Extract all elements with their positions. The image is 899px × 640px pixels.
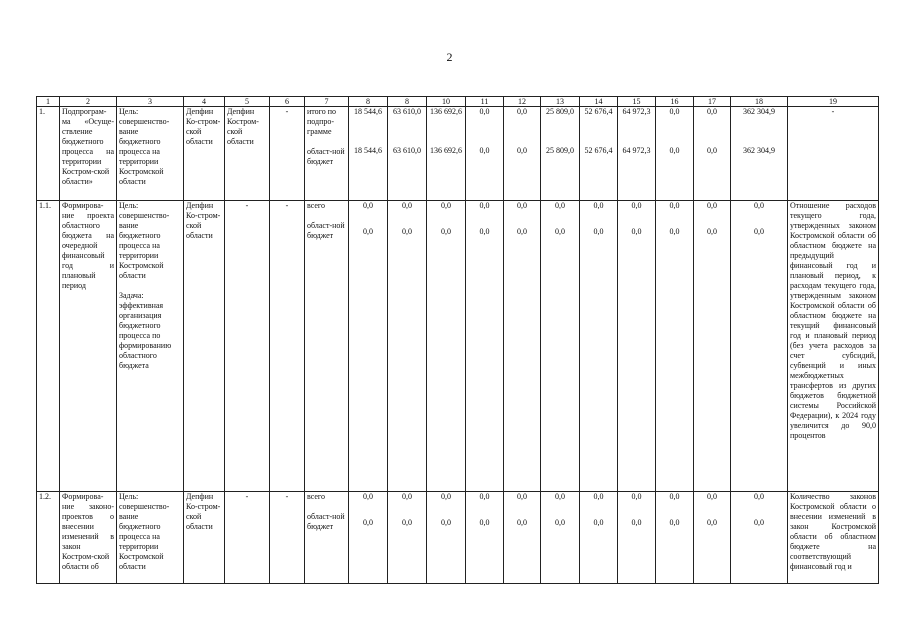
source-budget: област-ной бюджет [307, 221, 345, 240]
value-cell: 0,0 0,0 [388, 492, 427, 584]
value-cell: 0,0 0,0 [656, 107, 694, 201]
page-number: 2 [446, 50, 453, 64]
value-cell: 0,0 0,0 [427, 201, 466, 492]
value-cell: 18 544,6 18 544,6 [349, 107, 388, 201]
goal-cell [117, 201, 184, 492]
header-cell: 1 [37, 97, 60, 107]
value-cell: 0,0 0,0 [580, 492, 618, 584]
value-cell: 0,0 0,0 [427, 492, 466, 584]
value-cell: 0,0 0,0 [731, 492, 788, 584]
measure-name: Подпрограм-ма «Осуще-ствление бюджетного процесса на территории Костром-ской области» [60, 107, 117, 201]
header-cell: 17 [694, 97, 731, 107]
value-cell: 0,0 0,0 [541, 492, 580, 584]
value-cell: 0,0 0,0 [466, 201, 504, 492]
header-cell: 2 [60, 97, 117, 107]
co-executor: Депфин Костром-ской области [225, 107, 270, 201]
table-row [37, 107, 879, 201]
table-row [37, 492, 879, 584]
value-cell: 0,0 0,0 [504, 201, 541, 492]
table-row [37, 201, 879, 492]
goal-text: Цель: совершенство-вание бюджетного процесса на территории Костромской области [117, 107, 184, 201]
value-cell: 0,0 0,0 [388, 201, 427, 492]
value-cell: 0,0 0,0 [618, 492, 656, 584]
value-cell: 25 809,0 25 809,0 [541, 107, 580, 201]
funding-source [305, 492, 349, 584]
value-cell: 0,0 0,0 [694, 201, 731, 492]
header-cell: 11 [466, 97, 504, 107]
value-cell: 0,0 0,0 [466, 492, 504, 584]
funding-source [305, 201, 349, 492]
header-cell: 8 [349, 97, 388, 107]
value-cell: 136 692,6 136 692,6 [427, 107, 466, 201]
row-number: 1. [37, 107, 60, 201]
header-cell: 18 [731, 97, 788, 107]
header-cell: 8 [388, 97, 427, 107]
source-total: итого по подпро-грамме [307, 107, 337, 136]
header-cell: 10 [427, 97, 466, 107]
header-cell: 7 [305, 97, 349, 107]
executor: Депфин Ко-стром-ской области [184, 492, 225, 584]
value-cell: 0,0 0,0 [504, 492, 541, 584]
header-cell: 3 [117, 97, 184, 107]
value-cell: 0,0 0,0 [731, 201, 788, 492]
funding-source [305, 107, 349, 201]
value-cell: 0,0 0,0 [694, 492, 731, 584]
value-cell: 0,0 0,0 [504, 107, 541, 201]
indicator-text: Количество законов Костромской области о внесении изменений в закон Костромской области об областном бюджете на соответствующий финансовый год и [788, 492, 879, 584]
value-cell: 0,0 0,0 [349, 492, 388, 584]
value-cell: 63 610,0 63 610,0 [388, 107, 427, 201]
header-cell: 14 [580, 97, 618, 107]
header-cell: 15 [618, 97, 656, 107]
indicator-text: Отношение расходов текущего года, утвержденных законом Костромской области об областном бюджете на предыдущий финансовый год и плановый период, к расходам текущего года, утвержденным законом Костромской области об областном бюджете на текущий финансовый год и плановый период (без учета расходов за счет субсидий, субвенций и иных межбюджетных трансфертов из других бюджетов бюджетной системы Российской Федерации), к 2024 году увеличится до 90,0 процентов [788, 201, 879, 492]
header-cell: 13 [541, 97, 580, 107]
value-cell: 0,0 0,0 [656, 492, 694, 584]
row-number: 1.1. [37, 201, 60, 492]
value-cell: 0,0 0,0 [580, 201, 618, 492]
task-text: Задача: эффективная организация бюджетного процесса по формированию областного бюджета [119, 291, 172, 370]
header-cell: 5 [225, 97, 270, 107]
source-budget: област-ной бюджет [307, 512, 345, 531]
value-cell: 0,0 0,0 [618, 201, 656, 492]
co-executor: - [225, 492, 270, 584]
cell-col6: - [270, 492, 305, 584]
header-row [37, 97, 879, 107]
row-number: 1.2. [37, 492, 60, 584]
executor: Депфин Ко-стром-ской области [184, 107, 225, 201]
value-cell: 0,0 0,0 [349, 201, 388, 492]
measure-name: Формирова-ние проекта областного бюджета на очередной финансовый год и плановый период [60, 201, 117, 492]
header-cell: 16 [656, 97, 694, 107]
header-cell: 12 [504, 97, 541, 107]
value-cell: 52 676,4 52 676,4 [580, 107, 618, 201]
value-cell: 0,0 0,0 [466, 107, 504, 201]
goal-text: Цель: совершенство-вание бюджетного процесса на территории Костромской области [117, 492, 184, 584]
value-cell: 0,0 0,0 [694, 107, 731, 201]
value-cell: 0,0 0,0 [541, 201, 580, 492]
goal-text: Цель: совершенство-вание бюджетного процесса на территории Костромской области [119, 201, 170, 280]
measure-name: Формирова-ние законо-проектов о внесении изменений в закон Костром-ской области об [60, 492, 117, 584]
value-cell: 0,0 0,0 [656, 201, 694, 492]
source-total: всего [307, 201, 326, 210]
source-total: всего [307, 492, 326, 501]
value-cell: 64 972,3 64 972,3 [618, 107, 656, 201]
value-cell: 362 304,9 362 304,9 [731, 107, 788, 201]
program-table [36, 96, 879, 584]
cell-col6: - [270, 107, 305, 201]
cell-col6: - [270, 201, 305, 492]
header-cell: 4 [184, 97, 225, 107]
header-cell: 19 [788, 97, 879, 107]
header-cell: 6 [270, 97, 305, 107]
co-executor: - [225, 201, 270, 492]
source-budget: област-ной бюджет [307, 147, 345, 166]
indicator-text: - [788, 107, 879, 201]
executor: Депфин Ко-стром-ской области [184, 201, 225, 492]
